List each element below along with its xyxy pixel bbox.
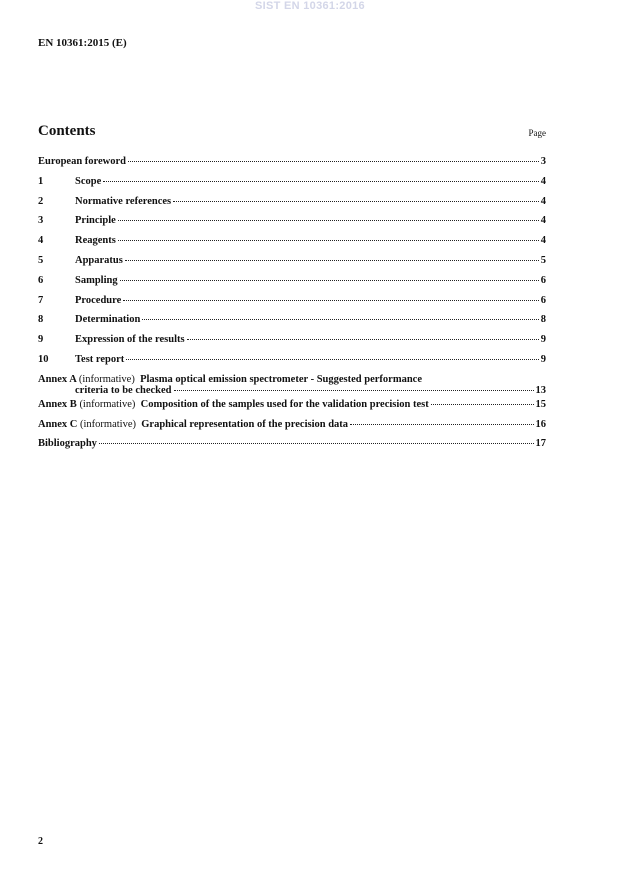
- toc-leader: [118, 220, 539, 221]
- table-of-contents: [38, 156, 546, 458]
- toc-page: 3: [540, 156, 546, 167]
- annex-a-line2: [38, 385, 546, 396]
- toc-leader: [431, 404, 534, 405]
- toc-page: 5: [540, 254, 546, 266]
- toc-number: 2: [38, 195, 44, 207]
- toc-page: 17: [535, 438, 546, 450]
- toc-leader: [120, 280, 539, 281]
- toc-number: 5: [38, 254, 44, 266]
- toc-title: Procedure: [75, 294, 122, 306]
- toc-number: 1: [38, 175, 44, 187]
- toc-title: Principle: [75, 215, 116, 227]
- toc-leader: [123, 300, 538, 301]
- toc-page: 13: [535, 384, 546, 396]
- toc-leader: [142, 319, 538, 320]
- toc-entry-test-report[interactable]: [38, 354, 546, 374]
- toc-entry-normative-references[interactable]: [38, 196, 546, 216]
- annex-type: (informative): [79, 398, 136, 410]
- toc-entry-reagents[interactable]: [38, 235, 546, 255]
- toc-entry-determination[interactable]: [38, 314, 546, 334]
- toc-leader: [187, 339, 539, 340]
- toc-leader: [126, 359, 538, 360]
- toc-number: 9: [38, 334, 44, 346]
- toc-number: 6: [38, 274, 44, 286]
- toc-page: 15: [535, 398, 546, 410]
- toc-entry-bibliography[interactable]: [38, 438, 546, 458]
- watermark: SIST EN 10361:2016: [255, 0, 365, 12]
- toc-number: 4: [38, 235, 44, 247]
- toc-leader: [99, 443, 534, 444]
- annex-title-line2: criteria to be checked: [75, 384, 172, 396]
- annex-title-line1: Plasma optical emission spectrometer - Suggested performance: [140, 373, 422, 385]
- toc-page: 4: [540, 215, 546, 227]
- toc-number: 7: [38, 294, 44, 306]
- toc-page: 16: [535, 418, 546, 430]
- toc-page: 4: [540, 235, 546, 247]
- annex-a-line1: [38, 374, 546, 385]
- toc-entry-principle[interactable]: [38, 215, 546, 235]
- toc-leader: [103, 181, 539, 182]
- toc-title: Reagents: [75, 235, 116, 247]
- annex-c-heading: [38, 419, 348, 430]
- toc-title: Bibliography: [38, 438, 97, 450]
- toc-number: 8: [38, 314, 44, 326]
- toc-number: 3: [38, 215, 44, 227]
- toc-entry-sampling[interactable]: [38, 275, 546, 295]
- annex-label: Annex B: [38, 398, 77, 410]
- toc-leader: [173, 201, 539, 202]
- annex-b-heading: [38, 399, 429, 410]
- annex-title: Graphical representation of the precision data: [141, 418, 349, 430]
- annex-type: (informative): [80, 418, 136, 430]
- toc-entry-expression-of-results[interactable]: [38, 334, 546, 354]
- page-column-label: Page: [528, 128, 546, 138]
- toc-title: Expression of the results: [75, 334, 185, 346]
- toc-leader: [118, 240, 539, 241]
- toc-page: 4: [540, 195, 546, 207]
- annex-label: Annex C: [38, 418, 78, 430]
- contents-title: Contents: [38, 123, 96, 139]
- toc-leader: [174, 390, 534, 391]
- page-number: 2: [38, 836, 43, 847]
- annex-title: Composition of the samples used for the validation precision test: [140, 398, 429, 410]
- toc-title: European foreword: [38, 156, 126, 167]
- document-id: EN 10361:2015 (E): [38, 37, 127, 49]
- toc-entry-annex-a[interactable]: [38, 374, 546, 396]
- toc-entry-apparatus[interactable]: [38, 255, 546, 275]
- toc-page: 6: [540, 274, 546, 286]
- toc-leader: [125, 260, 539, 261]
- toc-title: Determination: [75, 314, 141, 326]
- toc-title: Sampling: [75, 274, 118, 286]
- annex-type: (informative): [78, 373, 135, 385]
- toc-entry-scope[interactable]: [38, 176, 546, 196]
- toc-entry-foreword[interactable]: [38, 156, 546, 176]
- toc-page: 6: [540, 294, 546, 306]
- toc-leader: [128, 161, 539, 162]
- toc-entry-procedure[interactable]: [38, 295, 546, 315]
- toc-title: Normative references: [75, 195, 172, 207]
- annex-a-text: [38, 374, 546, 396]
- toc-entry-annex-c[interactable]: [38, 419, 546, 439]
- toc-entry-annex-b[interactable]: [38, 399, 546, 419]
- toc-page: 4: [540, 175, 546, 187]
- toc-title: Test report: [75, 353, 125, 365]
- toc-page: 8: [540, 314, 546, 326]
- toc-page: 9: [540, 334, 546, 346]
- annex-label: Annex A: [38, 373, 77, 385]
- toc-page: 9: [540, 353, 546, 365]
- toc-title: Apparatus: [75, 254, 123, 266]
- toc-number: 10: [38, 353, 49, 365]
- toc-leader: [350, 424, 533, 425]
- toc-title: Scope: [75, 175, 102, 187]
